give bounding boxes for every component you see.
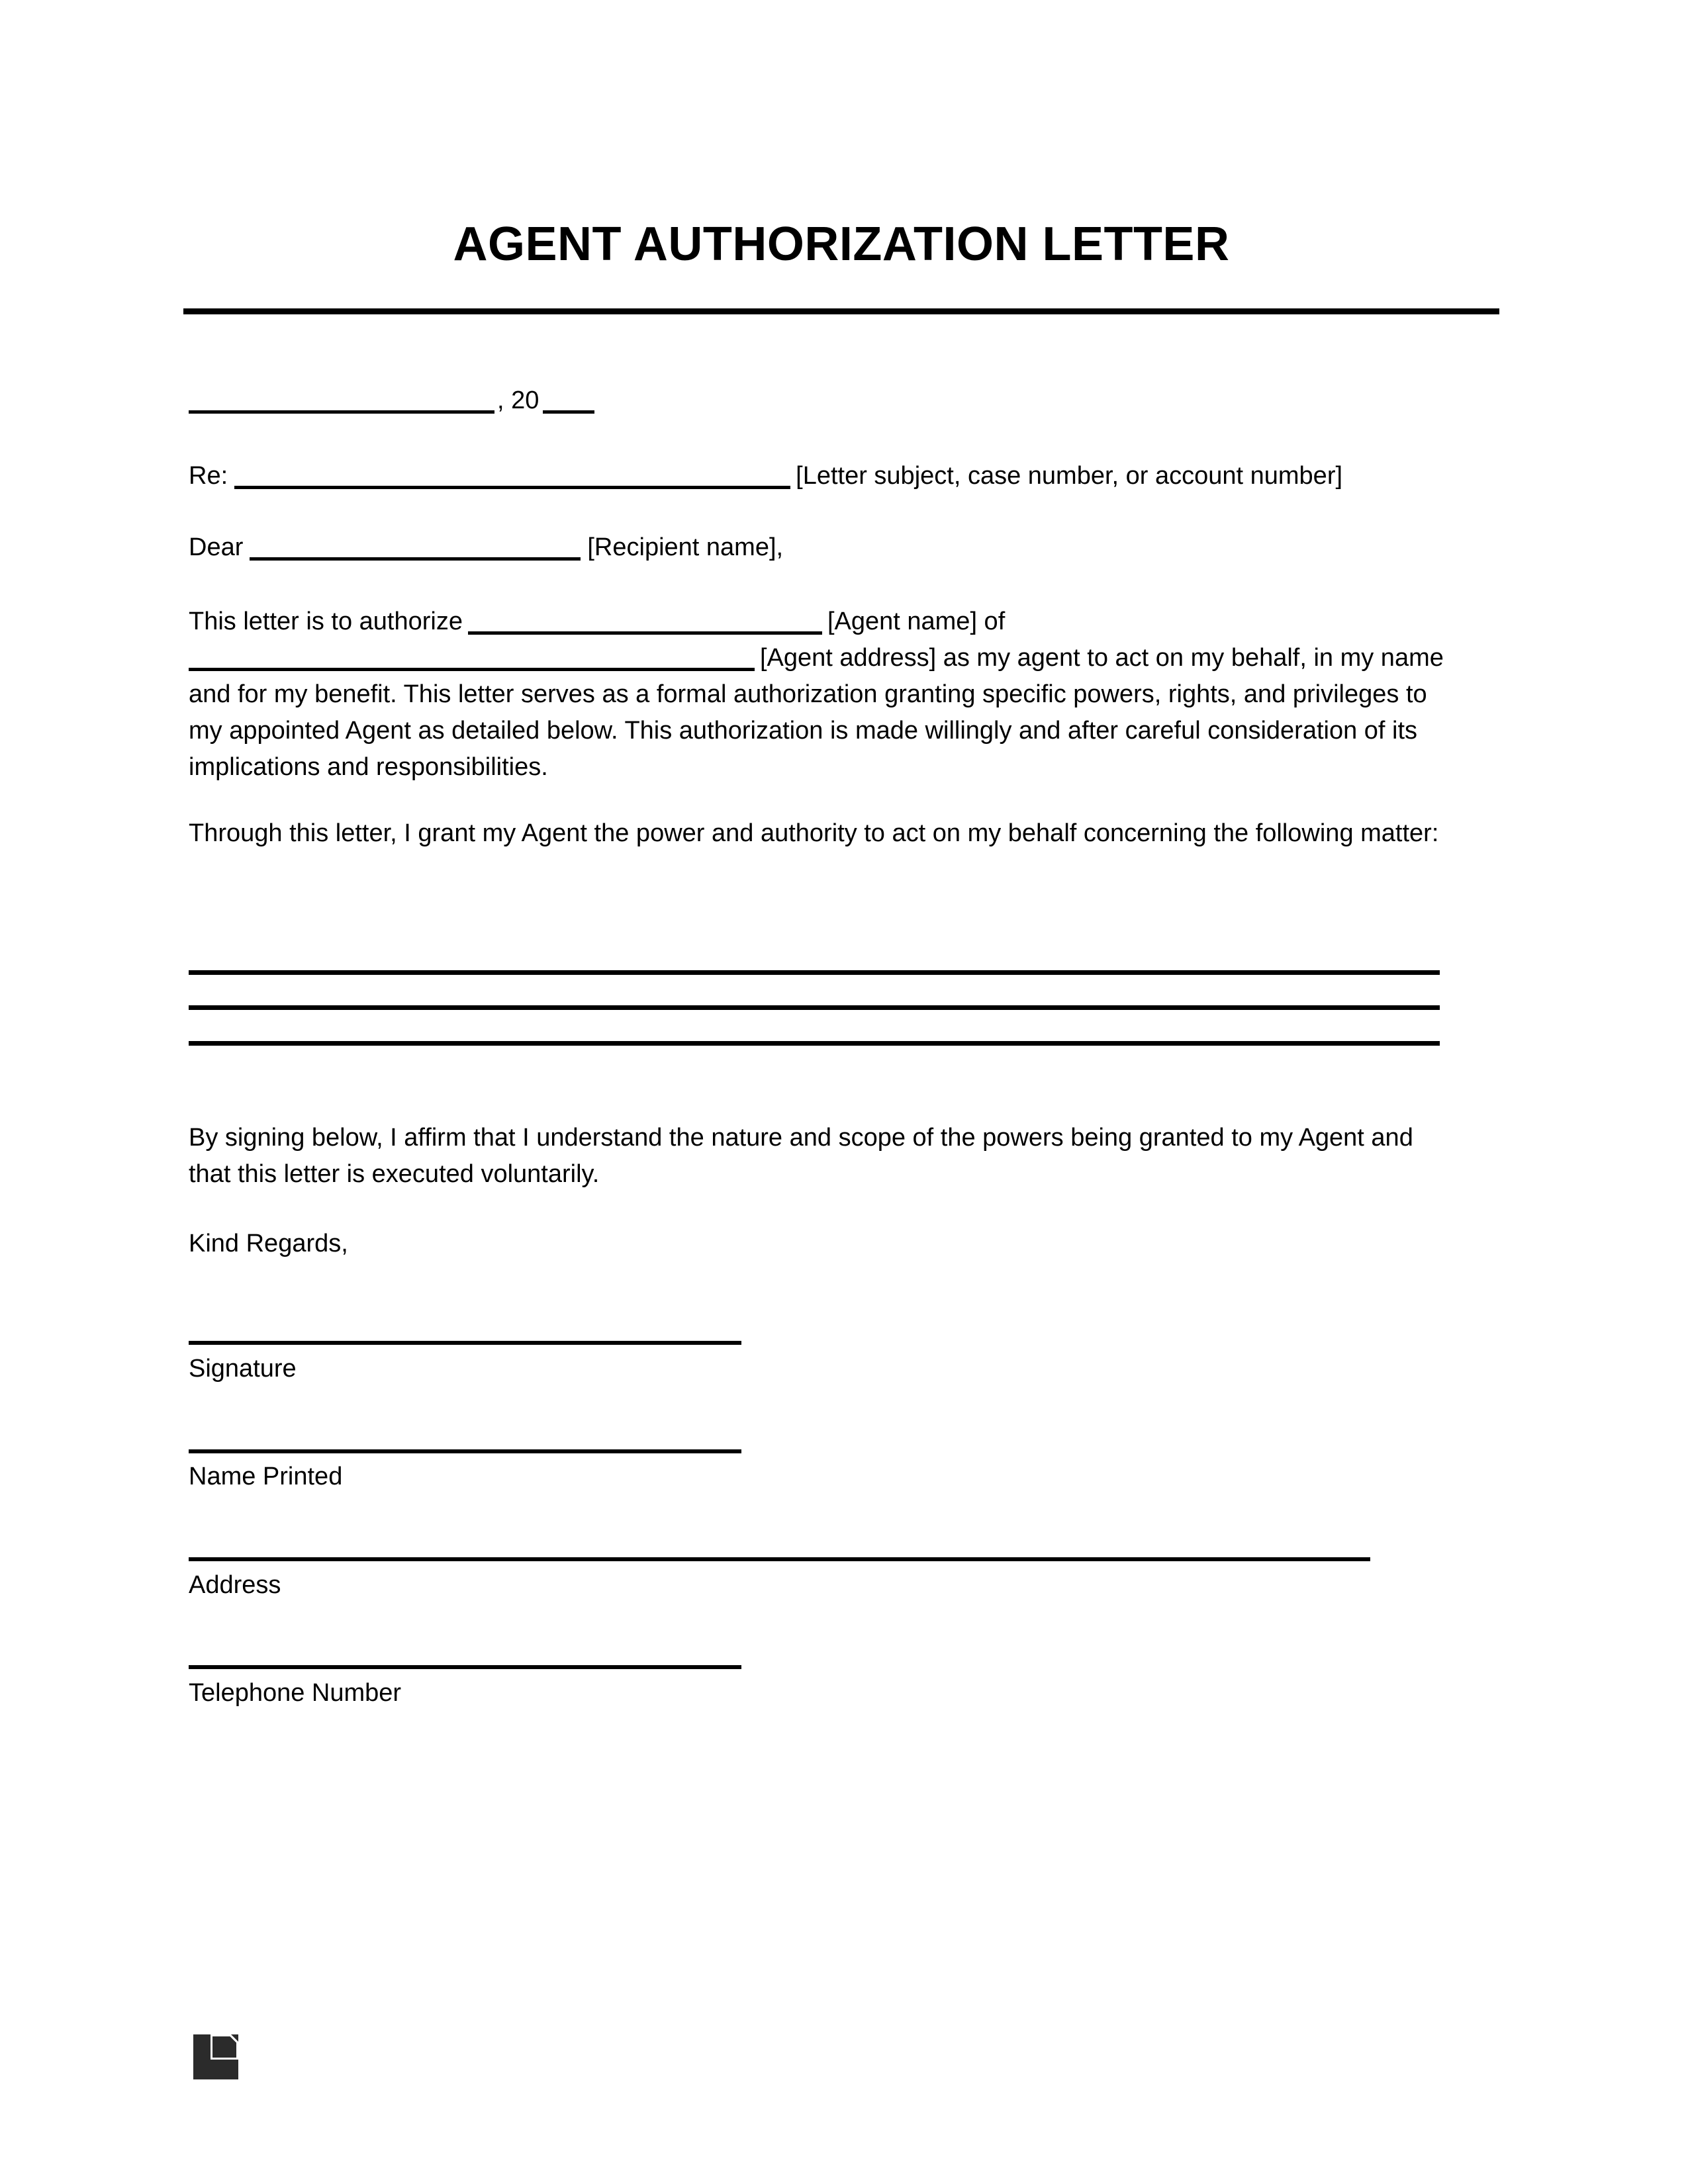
telephone-blank-field[interactable] [189, 1665, 741, 1669]
signature-label: Signature [189, 1355, 297, 1383]
header-divider [183, 308, 1499, 314]
page-title: AGENT AUTHORIZATION LETTER [453, 218, 1230, 271]
agent-address-placeholder: [Agent address] as my agent to act on my behalf, in my name and for my benefit. This letter serves as a formal authorization granting specific powers, rights, and privileges to my appointed Agent as detailed below. This authorization is made willingly and after careful consideration of its implications and responsibilities. [189, 644, 1444, 781]
date-blank-field[interactable] [189, 410, 494, 414]
name-printed-blank-field[interactable] [189, 1449, 741, 1453]
telephone-label: Telephone Number [189, 1679, 402, 1707]
salutation-line [189, 529, 783, 566]
authorization-paragraph [189, 604, 1446, 786]
recipient-blank-field[interactable] [250, 557, 581, 561]
recipient-placeholder: [Recipient name], [587, 533, 784, 561]
agent-address-blank-field[interactable] [189, 668, 755, 671]
re-label: Re: [189, 462, 228, 490]
agent-name-placeholder: [Agent name] of [827, 608, 1006, 635]
grant-powers-paragraph: Through this letter, I grant my Agent the power and authority to act on my behalf concerning the following matter: [189, 819, 1439, 847]
address-label: Address [189, 1571, 281, 1599]
date-line [189, 383, 594, 419]
affirmation-paragraph: By signing below, I affirm that I understand the nature and scope of the powers being granted to my Agent and that this letter is executed voluntarily. [189, 1124, 1413, 1188]
date-year-prefix: , 20 [497, 387, 539, 414]
re-placeholder: [Letter subject, case number, or account number] [796, 462, 1343, 490]
address-blank-field[interactable] [189, 1557, 1370, 1561]
salutation-label: Dear [189, 533, 244, 561]
matter-writein-line-2[interactable] [189, 1005, 1440, 1010]
legal-templates-logo-icon [193, 2034, 238, 2079]
matter-writein-line-1[interactable] [189, 970, 1440, 975]
signature-blank-field[interactable] [189, 1341, 741, 1345]
authorize-intro-text: This letter is to authorize [189, 608, 463, 635]
agent-name-blank-field[interactable] [468, 631, 822, 635]
closing-salutation: Kind Regards, [189, 1230, 348, 1257]
matter-writein-line-3[interactable] [189, 1041, 1440, 1046]
name-printed-label: Name Printed [189, 1463, 343, 1490]
re-blank-field[interactable] [234, 486, 790, 489]
year-blank-field[interactable] [543, 410, 594, 414]
re-line [189, 458, 1342, 494]
